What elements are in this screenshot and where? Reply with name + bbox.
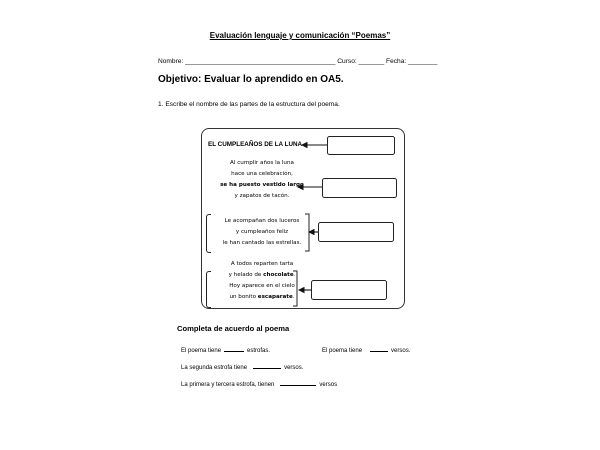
q3-blank[interactable] [253, 362, 281, 369]
question-stanza-count [181, 345, 270, 354]
complete-section-title: Completa de acuerdo al poema [177, 324, 290, 333]
worksheet-title: Evaluación lenguaje y comunicación “Poemas” [209, 31, 391, 40]
stanza-2-right-brace [305, 214, 309, 251]
stanza-3-line-3: Hoy aparece en el cielo [229, 283, 295, 289]
q1-suffix: estrofas. [247, 348, 271, 354]
stanza-2-line-2: y cumpleaños feliz [235, 229, 289, 235]
line-2-text: y helado de [228, 272, 264, 278]
stanza-3-right-brace [293, 271, 297, 306]
stanza-2-line-1: Le acompañan dos luceros [224, 218, 300, 224]
answer-box-title[interactable] [327, 136, 395, 155]
q3-suffix: versos. [284, 365, 304, 371]
stanza-2-line-3: le han cantado las estrellas. [222, 240, 302, 246]
answer-box-verse[interactable] [322, 178, 397, 198]
question-second-stanza [181, 362, 303, 371]
q4-text: La primera y tercera estrofa, tienen [181, 382, 275, 388]
q4-suffix: versos [319, 382, 338, 388]
stanza-1-line-4: y zapatos de tacón. [234, 193, 290, 199]
q2-suffix: versos. [391, 348, 411, 354]
q2-blank[interactable] [370, 345, 388, 352]
line-2-period: . [293, 272, 296, 278]
question-first-third-stanza [181, 379, 337, 388]
line-2-bold-word: chocolate [263, 272, 294, 278]
q1-text: El poema tiene [181, 348, 222, 354]
stanza-1-line-3: se ha puesto vestido largo [220, 182, 304, 188]
stanza-3-line-1: A todos reparten tarta [230, 261, 294, 267]
stanza-1-line-1: Al cumplir años la luna [230, 160, 294, 166]
student-info-line[interactable]: Nombre: _________________________________________ Curso: _______ Fecha: ________ [158, 58, 438, 65]
question-verse-count [322, 345, 410, 354]
answer-box-stanza-3[interactable] [311, 280, 387, 300]
q1-blank[interactable] [224, 345, 244, 352]
poem-title: EL CUMPLEAÑOS DE LA LUNA [208, 141, 303, 148]
question-1-instruction: 1. Escribe el nombre de las partes de la estructura del poema. [158, 101, 340, 108]
answer-box-stanza-2[interactable] [318, 222, 394, 242]
q2-text: El poema tiene [322, 348, 363, 354]
q3-text: La segunda estrofa tiene [181, 365, 248, 371]
line-4-text: un bonito [229, 294, 258, 300]
q4-blank[interactable] [280, 379, 316, 386]
line-4-bold-word: escaparate [257, 294, 293, 300]
line-4-period: . [292, 294, 295, 300]
objective-heading: Objetivo: Evaluar lo aprendido en OA5. [158, 74, 344, 85]
stanza-1-line-2: hace una celebración, [231, 171, 293, 177]
